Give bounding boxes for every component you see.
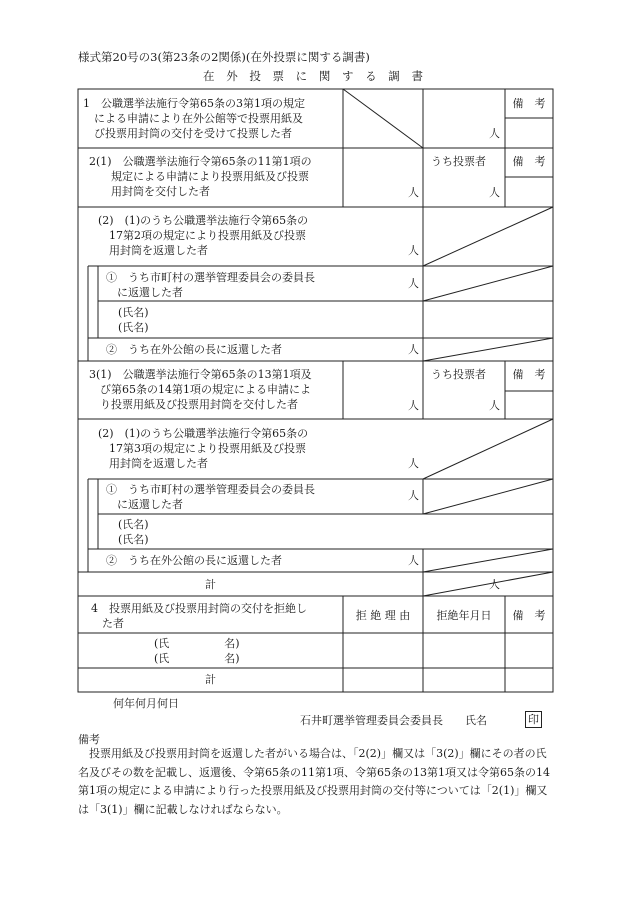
row-3-2-1-label: ① うち市町村の選挙管理委員会の委員長 に返還した者	[106, 483, 315, 511]
row-1-label: 1 公職選挙法施行令第65条の3第1項の規定 による申請により在外公館等で投票用紙及 び投票用封筒の交付を受けて投票した者	[83, 97, 305, 140]
row-2-1-voters: うち投票者	[431, 155, 486, 168]
row-3-2-2-unit: 人	[408, 554, 419, 567]
row-2-1-label: 2(1) 公職選挙法施行令第65条の11第1項の 規定による申請により投票用紙及び投票 用封筒を交付した者	[89, 155, 312, 198]
row-2-2-unit: 人	[408, 244, 419, 257]
seal-stamp: 印	[525, 711, 542, 728]
total-label: 計	[205, 578, 216, 591]
row-2-1-remarks: 備 考	[512, 155, 546, 168]
row-3-1-remarks: 備 考	[512, 368, 546, 381]
total-unit: 人	[489, 578, 500, 591]
row-1-unit: 人	[489, 127, 500, 140]
row-3-1-voters: うち投票者	[431, 368, 486, 381]
row-4-names: (氏 名) (氏 名)	[154, 637, 240, 665]
date-line: 何年何月何日	[113, 697, 179, 710]
row-4-total-label: 計	[205, 673, 216, 686]
note-body: 投票用紙及び投票用封筒を返還した者がいる場合は、「2(2)」欄又は「3(2)」欄にその者の氏名及びその数を記載し、返還後、令第65条の11第1項、令第65条の13第1項又は令第65条の14第1項の規定による申請により行った投票用紙及び投票用封筒の交付等については「2(1)」欄又は「3(1)」欄に記載しなければならない。	[78, 747, 550, 816]
row-2-2-2-unit: 人	[408, 343, 419, 356]
row-1-remarks: 備 考	[512, 97, 546, 110]
row-2-1-unit: 人	[408, 186, 419, 199]
row-4-remarks: 備 考	[512, 609, 546, 622]
signature-line: 石井町選挙管理委員会委員長 氏名	[300, 714, 487, 727]
note-title: 備考	[78, 733, 100, 746]
row-2-2-label: (2) (1)のうち公職選挙法施行令第65条の 17第2項の規定により投票用紙及び投票 用封筒を返還した者	[97, 214, 309, 257]
row-2-2-1-label: ① うち市町村の選挙管理委員会の委員長 に返還した者	[106, 271, 315, 299]
row-2-1-voters-unit: 人	[489, 186, 500, 199]
row-3-2-names: (氏名) (氏名)	[118, 518, 149, 546]
row-4-reason: 拒 絶 理 由	[355, 609, 411, 622]
page-title: 在 外 投 票 に 関 す る 調 書	[203, 69, 427, 83]
row-2-2-1-unit: 人	[408, 277, 419, 290]
row-2-2-names: (氏名) (氏名)	[118, 306, 149, 334]
row-3-2-1-unit: 人	[408, 489, 419, 502]
row-3-2-label: (2) (1)のうち公職選挙法施行令第65条の 17第3項の規定により投票用紙及び投票 用封筒を返還した者	[97, 427, 309, 470]
form-number: 様式第20号の3(第23条の2関係)(在外投票に関する調書)	[78, 50, 370, 64]
row-3-2-2-label: ② うち在外公館の長に返還した者	[106, 554, 282, 567]
row-4-date: 拒絶年月日	[436, 609, 492, 622]
row-3-1-label: 3(1) 公職選挙法施行令第65条の13第1項及 び第65条の14第1項の規定による申請によ り投票用紙及び投票用封筒を交付した者	[89, 368, 312, 411]
row-4-label: 4 投票用紙及び投票用封筒の交付を拒絶し た者	[91, 602, 307, 630]
row-3-1-voters-unit: 人	[489, 399, 500, 412]
row-2-2-2-label: ② うち在外公館の長に返還した者	[106, 343, 282, 356]
row-3-2-unit: 人	[408, 457, 419, 470]
row-3-1-unit: 人	[408, 399, 419, 412]
